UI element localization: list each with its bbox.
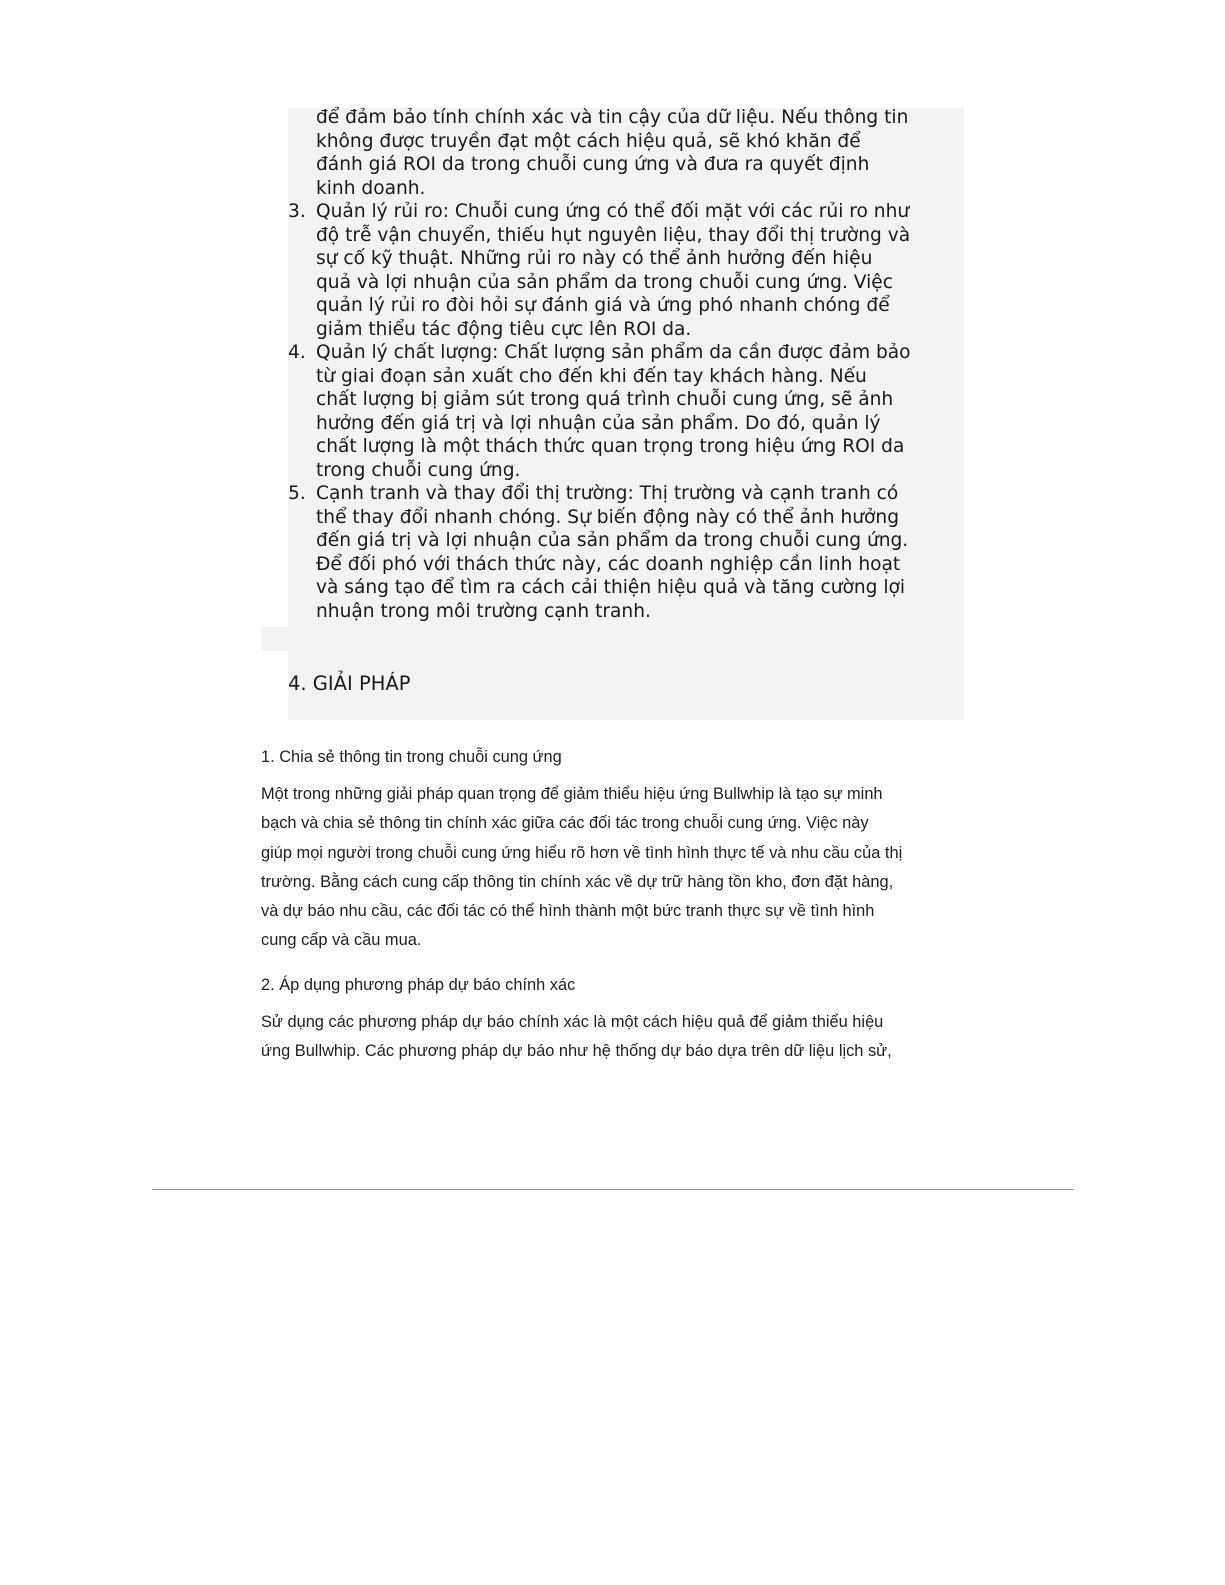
text-line: giúp mọi người trong chuỗi cung ứng hiểu rõ hơn về tình hình thực tế và nhu cầu của thị bbox=[261, 843, 903, 862]
embedded-screenshot-text bbox=[288, 106, 968, 623]
text-line: ứng Bullwhip. Các phương pháp dự báo như hệ thống dự báo dựa trên dữ liệu lịch sử, bbox=[261, 1042, 892, 1061]
list-item bbox=[288, 482, 976, 623]
text-line: quản lý rủi ro đòi hỏi sự đánh giá và ứng phó nhanh chóng để bbox=[316, 295, 890, 316]
text-line: quả và lợi nhuận của sản phẩm da trong chuỗi cung ứng. Việc bbox=[316, 271, 893, 293]
text-line: Quản lý chất lượng: Chất lượng sản phẩm da cần được đảm bảo bbox=[316, 342, 911, 363]
section-heading: 4. GIẢI PHÁP bbox=[288, 672, 411, 695]
list-number: 5. bbox=[288, 483, 306, 504]
text-line: từ giai đoạn sản xuất cho đến khi đến tay khách hàng. Nếu bbox=[316, 365, 867, 387]
text-line: không được truyền đạt một cách hiệu quả, sẽ khó khăn để bbox=[316, 130, 861, 152]
embedded-screenshot-notch bbox=[261, 627, 291, 651]
list-number: 3. bbox=[288, 201, 306, 222]
solution-title: 1. Chia sẻ thông tin trong chuỗi cung ứng bbox=[261, 748, 562, 766]
text-line: kinh doanh. bbox=[316, 177, 426, 199]
text-line: và dự báo nhu cầu, các đối tác có thể hình thành một bức tranh thực sự về tình hình bbox=[261, 902, 875, 921]
text-line: Một trong những giải pháp quan trọng để giảm thiểu hiệu ứng Bullwhip là tạo sự minh bbox=[261, 785, 883, 803]
text-line: trong chuỗi cung ứng. bbox=[316, 459, 521, 481]
continuation-paragraph bbox=[288, 106, 976, 200]
solutions-section bbox=[261, 746, 961, 1066]
text-line: hưởng đến giá trị và lợi nhuận của sản phẩm. Do đó, quản lý bbox=[316, 412, 881, 434]
text-line: giảm thiểu tác động tiêu cực lên ROI da. bbox=[316, 318, 692, 340]
list-item bbox=[288, 200, 976, 341]
text-line: đến giá trị và lợi nhuận của sản phẩm da trong chuỗi cung ứng. bbox=[316, 530, 909, 551]
text-line: độ trễ vận chuyển, thiếu hụt nguyên liệu, thay đổi thị trường và bbox=[316, 224, 911, 246]
text-line: và sáng tạo để tìm ra cách cải thiện hiệu quả và tăng cường lợi bbox=[316, 577, 906, 598]
text-line: bạch và chia sẻ thông tin chính xác giữa các đối tác trong chuỗi cung ứng. Việc này bbox=[261, 814, 869, 833]
list-number: 4. bbox=[288, 342, 306, 363]
text-line: Để đối phó với thách thức này, các doanh nghiệp cần linh hoạt bbox=[316, 553, 901, 575]
challenge-list bbox=[288, 200, 968, 623]
text-line: Sử dụng các phương pháp dự báo chính xác là một cách hiệu quả để giảm thiểu hiệu bbox=[261, 1012, 884, 1031]
text-line: sự cố kỹ thuật. Những rủi ro này có thể ảnh hưởng đến hiệu bbox=[316, 248, 873, 269]
text-line: để đảm bảo tính chính xác và tin cậy của dữ liệu. Nếu thông tin bbox=[316, 107, 909, 128]
page-divider bbox=[152, 1189, 1074, 1190]
solution-paragraph bbox=[261, 1008, 961, 1067]
text-line: Quản lý rủi ro: Chuỗi cung ứng có thể đối mặt với các rủi ro như bbox=[316, 201, 910, 222]
text-line: đánh giá ROI da trong chuỗi cung ứng và đưa ra quyết định bbox=[316, 154, 870, 175]
text-line: cung cấp và cầu mua. bbox=[261, 931, 422, 950]
text-line: Cạnh tranh và thay đổi thị trường: Thị trường và cạnh tranh có bbox=[316, 483, 899, 504]
text-line: chất lượng bị giảm sút trong quá trình chuỗi cung ứng, sẽ ảnh bbox=[316, 389, 894, 410]
text-line: trường. Bằng cách cung cấp thông tin chính xác về dự trữ hàng tồn kho, đơn đặt hàng, bbox=[261, 872, 894, 891]
text-line: chất lượng là một thách thức quan trọng trong hiệu ứng ROI da bbox=[316, 436, 905, 457]
solution-paragraph bbox=[261, 780, 961, 956]
list-item bbox=[288, 341, 976, 482]
text-line: thể thay đổi nhanh chóng. Sự biến động này có thể ảnh hưởng bbox=[316, 506, 900, 528]
text-line: nhuận trong môi trường cạnh tranh. bbox=[316, 600, 651, 622]
solution-title: 2. Áp dụng phương pháp dự báo chính xác bbox=[261, 975, 576, 994]
